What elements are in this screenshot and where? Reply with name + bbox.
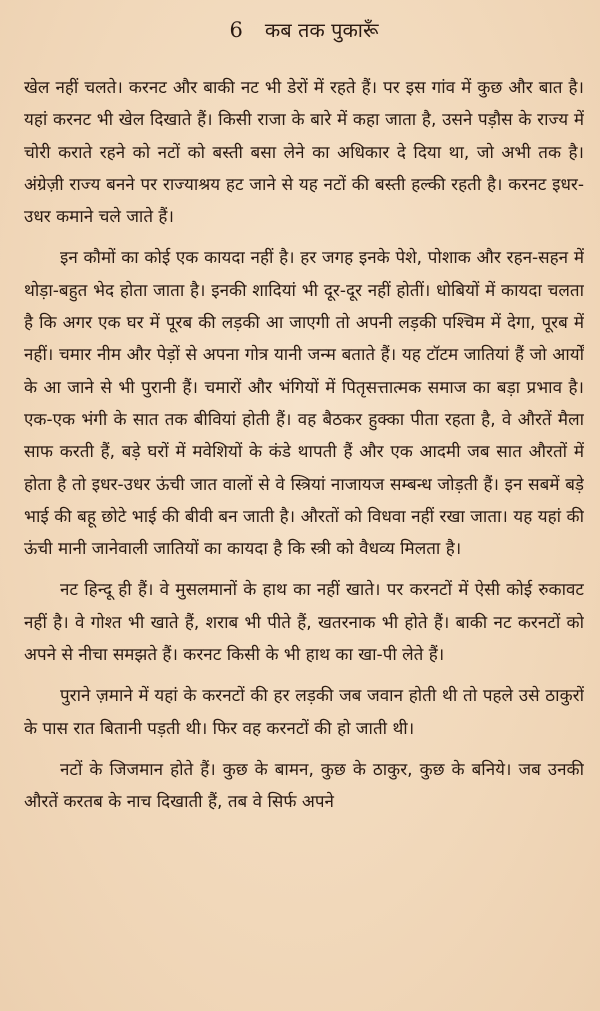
book-title: कब तक पुकारूँ — [264, 18, 379, 42]
page-number: 6 — [229, 17, 243, 42]
body-text — [24, 72, 584, 819]
paragraph: पुराने ज़माने में यहां के करनटों की हर लड़की जब जवान होती थी तो पहले उसे ठाकुरों के पास रात बितानी पड़ती थी। फिर वह करनटों की हो जाती थी। — [24, 686, 584, 739]
paragraph: इन कौमों का कोई एक कायदा नहीं है। हर जगह इनके पेशे, पोशाक और रहन-सहन में थोड़ा-बहुत भेद होता जाता है। इनकी शादियां भी दूर-दूर नहीं होतीं। धोबियों में कायदा चलता है कि अगर एक घर में पूरब की लड़की आ जाएगी तो अपनी लड़की पश्चिम में देगा, पूरब में नहीं। चमार नीम और पेड़ों से अपना गोत्र यानी जन्म बताते हैं। यह टॉटम जातियां हैं जो आर्यों के आ जाने से भी पुरानी हैं। चमारों और भंगियों में पितृसत्तात्मक समाज का बड़ा प्रभाव है। एक-एक भंगी के सात तक बीवियां होती हैं। वह बैठकर हुक्का पीता रहता है, वे औरतें मैला साफ करती हैं, बड़े घरों में मवेशियों के कंडे थापती हैं और एक आदमी जब सात औरतों में होता है तो इधर-उधर ऊंची जात वालों से वे स्त्रियां नाजायज सम्बन्ध जोड़ती हैं। इन सबमें बड़े भाई की बहू छोटे भाई की बीवी बन जाती है। औरतों को विधवा नहीं रखा जाता। यह यहां की ऊंची मानी जानेवाली जातियों का कायदा है कि स्त्री को वैधव्य मिलता है। — [24, 248, 584, 560]
paragraph: नट हिन्दू ही हैं। वे मुसलमानों के हाथ का नहीं खाते। पर करनटों में ऐसी कोई रुकावट नहीं है। वे गोश्त भी खाते हैं, शराब भी पीते हैं, खतरनाक भी होते हैं। बाकी नट करनटों को अपने से नीचा समझते हैं। करनट किसी के भी हाथ का खा-पी लेते हैं। — [24, 580, 584, 666]
running-head — [24, 0, 584, 60]
paragraph: खेल नहीं चलते। करनट और बाकी नट भी डेरों में रहते हैं। पर इस गांव में कुछ और बात है। यहां करनट भी खेल दिखाते हैं। किसी राजा के बारे में कहा जाता है, उसने पड़ौस के राज्य में चोरी कराते रहने को नटों को बस्ती बसा लेने का अधिकार दे दिया था, जो अभी तक है। अंग्रेज़ी राज्य बनने पर राज्याश्रय हट जाने से यह नटों की बस्ती हल्की रहती है। करनट इधर-उधर कमाने चले जाते हैं। — [24, 78, 584, 228]
book-page — [24, 0, 584, 1011]
paragraph: नटों के जिजमान होते हैं। कुछ के बामन, कुछ के ठाकुर, कुछ के बनिये। जब उनकी औरतें करतब के नाच दिखाती हैं, तब वे सिर्फ अपने — [24, 759, 584, 813]
